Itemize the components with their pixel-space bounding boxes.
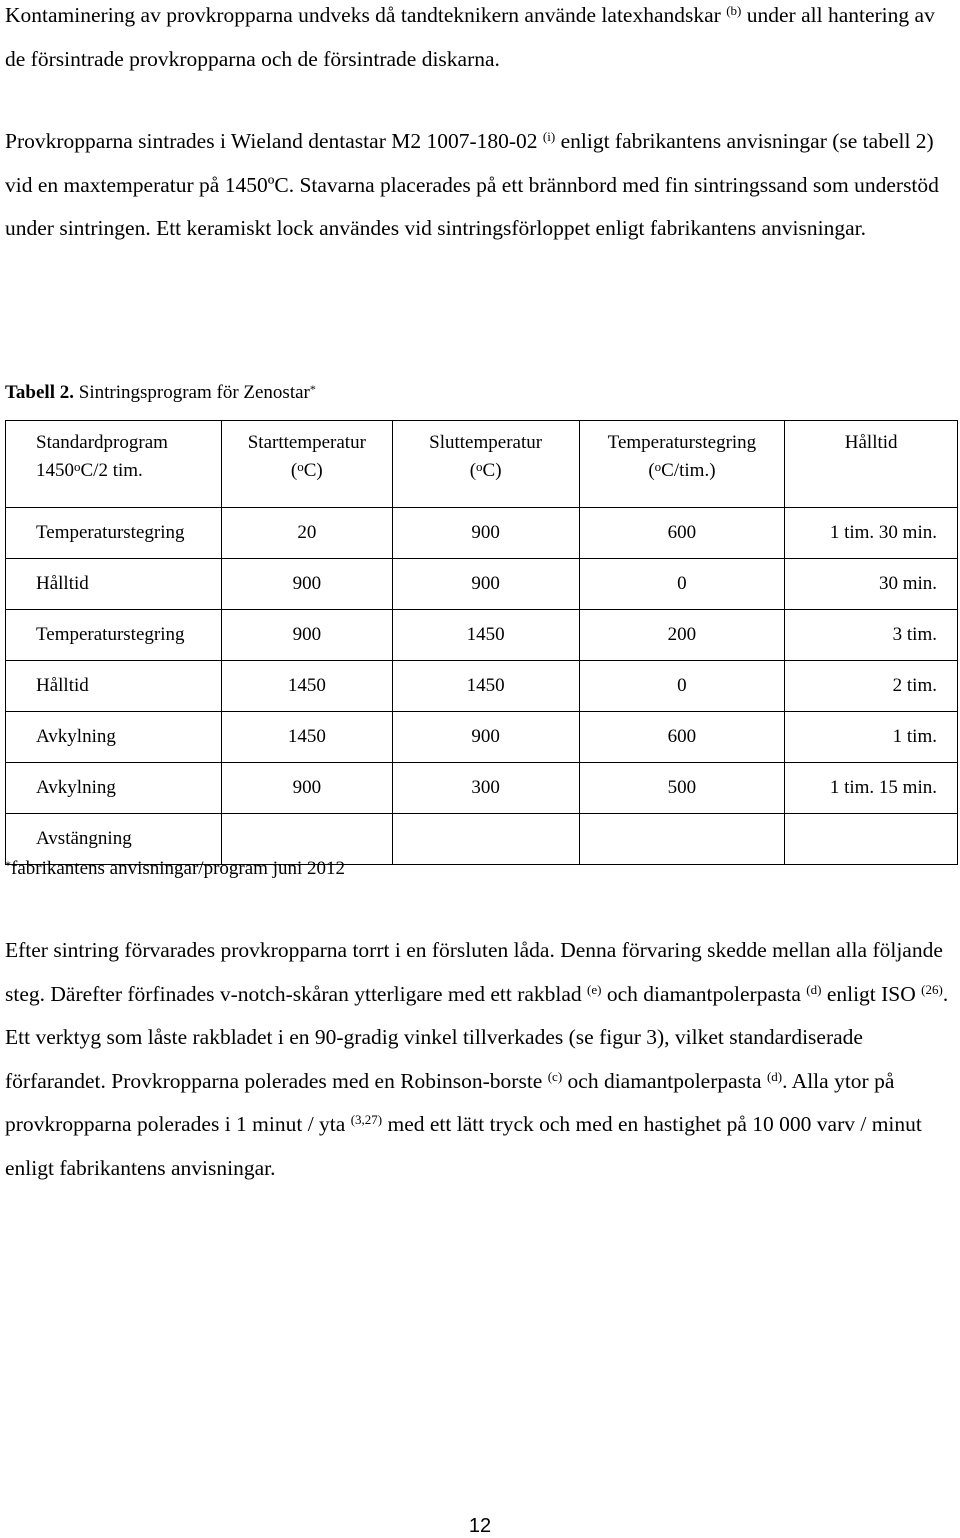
text-run: och diamantpolerpasta (601, 981, 807, 1006)
table-row (6, 712, 958, 763)
cell-hold: 1 tim. (785, 712, 958, 763)
footnote-marker: * (309, 382, 316, 396)
cell-end: 900 (392, 712, 579, 763)
cell-step: Temperaturstegring (6, 508, 222, 559)
cell-start: 900 (221, 559, 392, 610)
cell-rate: 600 (579, 712, 785, 763)
text-run: och diamantpolerpasta (562, 1068, 767, 1093)
table-row (6, 508, 958, 559)
cell-rate (579, 814, 785, 865)
cell-step: Hålltid (6, 661, 222, 712)
cell-hold: 1 tim. 30 min. (785, 508, 958, 559)
cell-hold: 3 tim. (785, 610, 958, 661)
reference-superscript: (b) (726, 3, 742, 18)
reference-superscript: (i) (542, 129, 556, 144)
reference-superscript: (3,27) (350, 1112, 383, 1127)
paragraph-sintering (5, 120, 955, 251)
reference-superscript: (d) (766, 1068, 783, 1084)
table-title: Sintringsprogram för Zenostar (74, 382, 310, 403)
text-run: Efter sintring förvarades provkropparna torrt i en försluten låda. Denna förvaring skedde mellan alla följande steg. Därefter förfinades v-notch-skåran ytterligare med ett rakblad (5, 938, 943, 1006)
cell-rate: 200 (579, 610, 785, 661)
paragraph-polishing (5, 929, 955, 1190)
cell-end: 900 (392, 508, 579, 559)
cell-rate: 600 (579, 508, 785, 559)
text-run: med ett lätt tryck och med en hastighet på 10 000 varv / minut enligt fabrikantens anvisningar. (5, 1112, 922, 1180)
cell-hold: 1 tim. 15 min. (785, 763, 958, 814)
text-run: under all hantering av de försintrade provkropparna och de försintrade diskarna. (5, 3, 935, 71)
text-run: enligt fabrikantens anvisningar (se tabell 2) vid en maxtemperatur på 1450ºC. Stavarna placerades på ett brännbord med fin sintringssand som understöd under sintringen. Ett keramiskt lock användes vid sintringsförloppet enligt fabrikantens anvisningar. (5, 129, 939, 240)
page-number: 12 (468, 1515, 492, 1537)
table-row (6, 559, 958, 610)
cell-rate: 0 (579, 559, 785, 610)
reference-superscript: (26) (921, 981, 943, 997)
header-cell-start-temp: Starttemperatur ($^o$C) (221, 421, 392, 508)
cell-end: 300 (392, 763, 579, 814)
text-run: enligt ISO (821, 981, 922, 1006)
cell-end: 900 (392, 559, 579, 610)
cell-end (392, 814, 579, 865)
text-run: . Alla ytor på provkropparna polerades i 1 minut / yta (5, 1068, 895, 1136)
table-footnote (5, 856, 345, 882)
cell-rate: 500 (579, 763, 785, 814)
table-row (6, 610, 958, 661)
text-run: Kontaminering av provkropparna undveks då tandteknikern använde latexhandskar (5, 3, 727, 27)
reference-superscript: (d) (806, 981, 822, 997)
header-cell-hold: Hålltid (785, 421, 958, 508)
cell-hold: 2 tim. (785, 661, 958, 712)
footnote-text: fabrikantens anvisningar/program juni 2012 (11, 858, 346, 879)
cell-hold (785, 814, 958, 865)
text-run: . Ett verktyg som låste rakbladet i en 90-gradig vinkel tillverkades (se figur 3), vilket standardiserade förfarandet. Provkropparna polerades med en Robinson-borste (5, 981, 949, 1093)
cell-step: Avkylning (6, 712, 222, 763)
cell-step: Avkylning (6, 763, 222, 814)
cell-rate: 0 (579, 661, 785, 712)
cell-hold: 30 min. (785, 559, 958, 610)
cell-start: 900 (221, 610, 392, 661)
footnote-marker: * (5, 858, 11, 872)
header-cell-end-temp: Sluttemperatur ($^o$C) (392, 421, 579, 508)
cell-end: 1450 (392, 661, 579, 712)
cell-step: Hålltid (6, 559, 222, 610)
table-label: Tabell 2. (5, 382, 74, 403)
text-run: Provkropparna sintrades i Wieland dentastar M2 1007-180-02 (5, 129, 543, 153)
table-header-row (6, 421, 958, 508)
header-cell-program: Standardprogram 1450$^o$C/2 tim. (6, 421, 222, 508)
cell-step: Avstängning (6, 814, 222, 865)
table-caption (5, 380, 316, 406)
table-row (6, 661, 958, 712)
paragraph-contamination (5, 0, 955, 81)
cell-start: 900 (221, 763, 392, 814)
cell-start: 1450 (221, 661, 392, 712)
sintering-table (5, 420, 958, 865)
table-row (6, 763, 958, 814)
cell-start: 20 (221, 508, 392, 559)
cell-start: 1450 (221, 712, 392, 763)
cell-step: Temperaturstegring (6, 610, 222, 661)
header-cell-rate: Temperaturstegring ($^o$C/tim.) (579, 421, 785, 508)
cell-end: 1450 (392, 610, 579, 661)
reference-superscript: (e) (587, 981, 602, 997)
reference-superscript: (c) (547, 1068, 563, 1084)
